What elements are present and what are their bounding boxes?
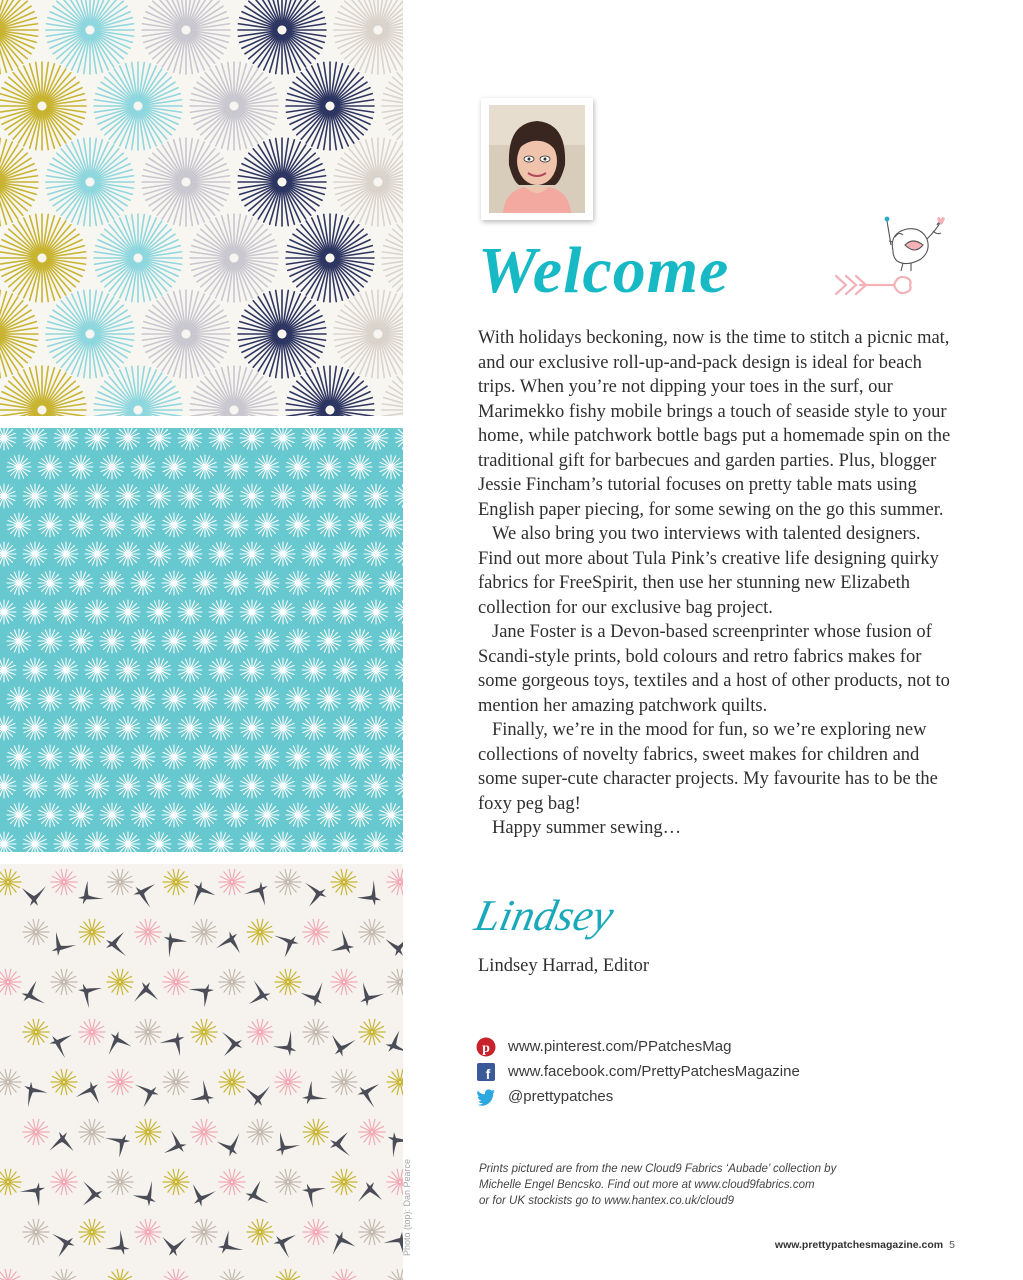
pinterest-link[interactable] bbox=[476, 1034, 800, 1059]
facebook-link[interactable] bbox=[476, 1059, 800, 1084]
intro-paragraph: Finally, we’re in the mood for fun, so we’re exploring new collections of novelty fabrics, sweet makes for children and some super-cute character projects. My favourite has to be the foxy peg bag! bbox=[478, 720, 938, 814]
editor-signature: Lindsey bbox=[470, 891, 619, 940]
fabric-swatch-swallows bbox=[0, 864, 403, 1280]
intro-paragraph: We also bring you two interviews with talented designers. Find out more about Tula Pink’s creative life designing quirky fabrics for FreeSpirit, then use her stunning new Elizabeth collection for our exclusive bag project. bbox=[478, 524, 939, 618]
bird-illustration bbox=[883, 211, 947, 277]
caption-line: or for UK stockists go to www.hantex.co.uk/cloud9 bbox=[479, 1195, 735, 1207]
fabric-column bbox=[0, 0, 403, 1280]
fabric-caption bbox=[479, 1161, 919, 1209]
editor-photo-frame bbox=[481, 98, 593, 220]
twitter-handle[interactable]: @prettypatches bbox=[508, 1088, 614, 1105]
pinterest-icon bbox=[476, 1037, 496, 1057]
fabric-swatch-starburst bbox=[0, 0, 403, 416]
caption-line: Prints pictured are from the new Cloud9 Fabrics ‘Aubade’ collection by bbox=[479, 1163, 837, 1175]
twitter-icon bbox=[476, 1087, 496, 1107]
pinterest-url[interactable]: www.pinterest.com/PPatchesMag bbox=[508, 1038, 732, 1055]
editor-photo bbox=[489, 105, 585, 213]
fabric-swatch-teal-dandelion bbox=[0, 428, 403, 852]
photo-credit-text: Photo (top): Dan Pearce bbox=[402, 1158, 412, 1256]
intro-paragraph: With holidays beckoning, now is the time to stitch a picnic mat, and our exclusive roll-up-and-pack design is ideal for beach trips. When you’re not dipping your toes in the surf, our Marimekko fishy mobile brings a touch of seaside style to your home, while patchwork bottle bags put a homemade spin on the traditional gift for barbecues and garden parties. Plus, blogger Jessie Fincham’s tutorial focuses on pretty table mats using English paper piecing, for some sewing on the go this summer. bbox=[478, 328, 951, 520]
intro-text bbox=[478, 326, 958, 841]
facebook-icon bbox=[476, 1062, 496, 1082]
intro-paragraph: Jane Foster is a Devon-based screenprinter whose fusion of Scandi-style prints, bold colours and retro fabrics makes for some gorgeous toys, textiles and a host of other products, not to mention her amazing patchwork quilts. bbox=[478, 622, 950, 716]
intro-paragraph: Happy summer sewing… bbox=[492, 818, 682, 838]
footer-url[interactable]: www.prettypatchesmagazine.com bbox=[774, 1239, 944, 1251]
caption-line: Michelle Engel Bencsko. Find out more at www.cloud9fabrics.com bbox=[479, 1179, 815, 1191]
twitter-link[interactable] bbox=[476, 1084, 800, 1109]
page-number: 5 bbox=[949, 1239, 955, 1251]
editor-signoff: Lindsey Harrad, Editor bbox=[478, 956, 650, 976]
page-title: Welcome bbox=[478, 234, 730, 307]
social-links bbox=[476, 1034, 800, 1109]
facebook-url[interactable]: www.facebook.com/PrettyPatchesMagazine bbox=[508, 1063, 800, 1080]
page-footer bbox=[775, 1239, 955, 1251]
photo-credit bbox=[402, 1160, 418, 1260]
